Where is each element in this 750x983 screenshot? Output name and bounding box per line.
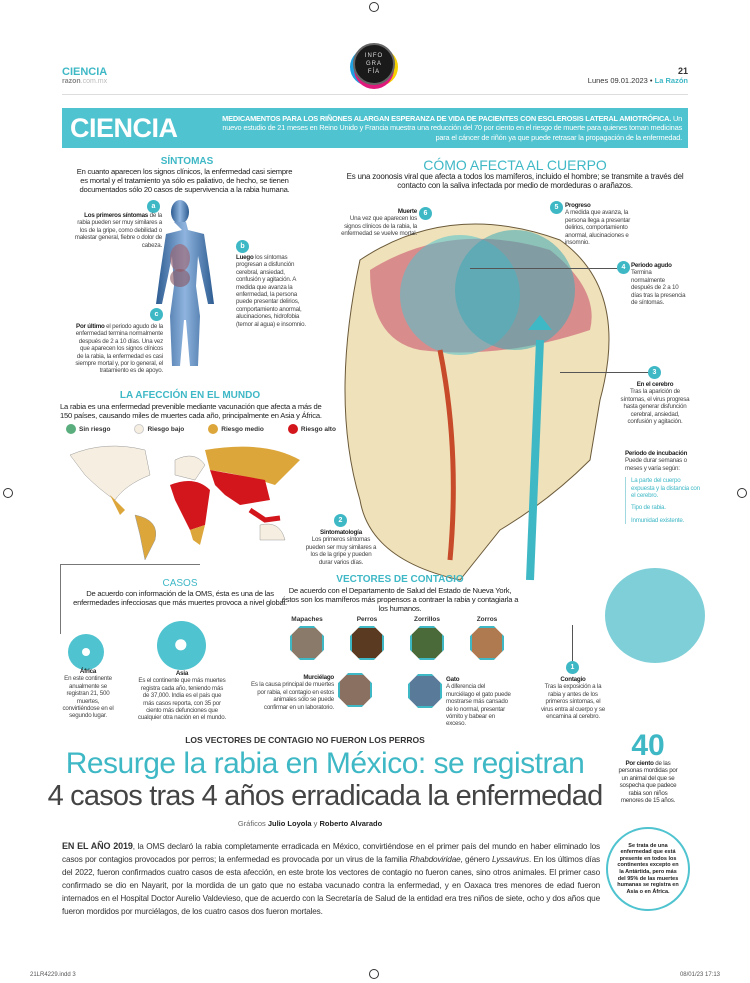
- step-progreso: Progreso A medida que avanza, la persona llega a presentar delirios, comportamiento anormal, alucinaciones e insomnio.: [565, 202, 631, 247]
- legend-item: Riesgo medio: [208, 424, 264, 434]
- step-muerte: Muerte Una vez que aparecen los signos clínicos de la rabia, la enfermedad se vuelve mortal.: [341, 208, 417, 238]
- marker-1: 1: [566, 661, 579, 674]
- murcielago-photo: [338, 673, 372, 707]
- animal-zorros: Zorros: [462, 616, 512, 663]
- stat-value: 40: [631, 729, 665, 762]
- sintomas-title: SÍNTOMAS: [160, 156, 214, 167]
- brand: La Razón: [654, 76, 688, 85]
- mundo-lead: La rabia es una enfermedad prevenible mediante vacunación que afecta a más de 150 países, causando miles de muertes cada año, principalmente en Asia y África.: [60, 402, 322, 420]
- page-info: [588, 66, 688, 85]
- marker-a: a: [147, 200, 160, 213]
- step-contagio: Contagio Tras la exposición a la rabia y antes de los primeros síntomas, el virus entra al cuerpo y se encamina al cerebro.: [541, 676, 605, 721]
- wound-detail-circle: [605, 568, 705, 663]
- step-en-el-cerebro: En el cerebro Tras la aparición de síntomas, el virus progresa hasta generar disfunción cerebral, ansiedad, confusión y agitación.: [620, 381, 690, 426]
- casos-title: CASOS: [162, 578, 198, 589]
- section-label: [62, 66, 107, 85]
- footer-timestamp: 08/01/23 17:13: [679, 972, 720, 978]
- vectores-lead: De acuerdo con el Departamento de Salud del Estado de Nueva York, éstos son los mamíferos más propensos a contraer la rabia y contagiarla a los humanos.: [281, 586, 519, 613]
- banner-label: CIENCIA: [70, 112, 178, 143]
- infografia-badge: [353, 43, 395, 85]
- stat-block: 40 Por ciento de las personas mordidas por un animal del que se sospecha que padece rabia son niños menores de 15 años.: [618, 729, 678, 805]
- mapache-photo: [290, 626, 324, 660]
- casos-lead: De acuerdo con información de la OMS, ésta es una de las enfermedades infecciosas que más muertes provoca a nivel global.: [73, 589, 287, 607]
- headline-line2: 4 casos tras 4 años erradicada la enfermedad: [47, 780, 603, 812]
- callout-circle: [606, 827, 690, 911]
- legend-swatch: [66, 424, 76, 434]
- marker-3: 3: [648, 366, 661, 379]
- murcielago-info: Murciélago Es la causa principal de muertes por rabia, el contagio en estos animales sólo se puede confirmar en un laboratorio.: [250, 674, 334, 711]
- registration-mark-icon: [3, 488, 13, 498]
- badge-line: GRA: [365, 61, 382, 67]
- legend-swatch: [288, 424, 298, 434]
- section-name: CIENCIA: [62, 66, 108, 78]
- animal-list: [282, 616, 512, 663]
- registration-mark-icon: [369, 969, 379, 979]
- header-rule: [62, 94, 688, 95]
- banner-text: Un nuevo estudio de 21 meses en Reino Unido y Francia muestra una reducción del 70 por ciento en el riesgo de muerte para quienes toman medicinas para el cáncer de riñón ya que puede retrasar la propagación de la enfermedad.: [222, 113, 682, 142]
- banner-headline: MEDICAMENTOS PARA LOS RIÑONES ALARGAN ESPERANZA DE VIDA DE PACIENTES CON ESCLEROSIS LATERAL AMIOTRÓFICA.: [222, 113, 672, 123]
- step-sintomatologia: Sintomatología Los primeros síntomas pueden ser muy similares a los de la gripe y pueden durar varios días.: [305, 529, 377, 566]
- registration-mark-icon: [369, 2, 379, 12]
- article-body: EN EL AÑO 2019, la OMS declaró la rabia completamente erradicada en México, convirtiéndose en el primer país del mundo en haber eliminado los casos por contagios provocados por perros; la enfermedad es provocada por un virus de la familia Rhabdoviridae, género Lyssavirus. En los últimos días del 2022, fueron confirmados cuatro casos de esta afección, en este brote los vectores de contagio no fueron canes, sino otros animales. El primer caso confirmado se dio en Nayarit, por la mordida de un gato que no estaba vacunado contra la enfermedad, y en Oaxaca tres menores de edad fueron internados en el Hospital Doctor Aurelio Valdevieso, que de acuerdo con la Secretaría de Salud de la entidad era tres niños de siete, ocho y dos años que fueron mordidos por murciélagos, de los cuatro casos dos fueron mortales.: [62, 841, 600, 916]
- gato-info: Gato A diferencia del murciélago el gato puede mostrarse más cansado de lo normal, presentar vómito y babear en exceso.: [446, 676, 511, 728]
- section-banner: [62, 108, 688, 148]
- cuerpo-lead: Es una zoonosis viral que afecta a todos los mamíferos, incluido el hombre; se transmite a través del contacto con la saliva infectada por medio de mordeduras o arañazos.: [346, 172, 684, 190]
- sintoma-a: Los primeros síntomas de la rabia pueden ser muy similares a los de la gripe, como debilidad o malestar general, fiebre o dolor de cabeza.: [74, 212, 162, 249]
- marker-5: 5: [550, 201, 563, 214]
- callout-text: Se trata de una enfermedad que está presente en todos los continentes excepto en la Antártida, pero más del 95% de las muertes humanas se registra en Asia o en África.: [617, 842, 679, 895]
- legend-swatch: [208, 424, 218, 434]
- page-number: 21: [677, 66, 688, 76]
- marker-2: 2: [334, 514, 347, 527]
- asia-bubble: [157, 621, 206, 670]
- sintoma-b: Luego los síntomas progresan a disfunción cerebral, ansiedad, confusión y agitación. A medida que avanza la enfermedad, la persona puede presentar delirios, comportamiento anormal, alucinaciones, hidrofobia (temor al agua) e insomnio.: [236, 254, 306, 328]
- marker-6: 6: [419, 207, 432, 220]
- gato-photo: [408, 674, 442, 708]
- marker-b: b: [236, 240, 249, 253]
- zorro-photo: [470, 626, 504, 660]
- animal-mapaches: Mapaches: [282, 616, 332, 663]
- factor: La parte del cuerpo expuesta y la distancia con el cerebro.: [631, 477, 700, 500]
- map-legend: [66, 424, 336, 434]
- registration-mark-icon: [737, 488, 747, 498]
- banner-news[interactable]: [212, 114, 688, 143]
- factor: Inmunidad existente.: [631, 516, 685, 524]
- headline-line1: Resurge la rabia en México: se registran: [65, 747, 585, 780]
- cuerpo-title: CÓMO AFECTA AL CUERPO: [423, 157, 607, 173]
- vectores-title: VECTORES DE CONTAGIO: [336, 574, 464, 585]
- legend-item: Sin riesgo: [66, 424, 110, 434]
- sintomas-lead: En cuanto aparecen los signos clínicos, la enfermedad casi siempre es mortal y el tratamiento ya sólo es paliativo, de hecho, se tienen documentados sólo 20 casos de supervivencia a la rabia humana.: [76, 167, 293, 194]
- animal-perros: Perros: [342, 616, 392, 663]
- zorrillo-photo: [410, 626, 444, 660]
- perro-photo: [350, 626, 384, 660]
- africa-bubble: [68, 634, 104, 670]
- credits: Gráficos Julio Loyola y Roberto Alvarado: [237, 819, 383, 828]
- incubacion: Periodo de incubación Puede durar semanas o meses y varía según: La parte del cuerpo expuesta y la distancia con el cerebro. Tipo de rabia. Inmunidad existente.: [625, 450, 700, 524]
- article-kicker: LOS VECTORES DE CONTAGIO NO FUERON LOS PERROS: [185, 735, 425, 745]
- africa-info: África En este continente anualmente se registran 21, 500 muertes, convirtiéndose en el segundo lugar.: [62, 668, 114, 720]
- legend-item: Riesgo alto: [288, 424, 336, 434]
- issue-date: Lunes 09.01.2023 •: [587, 76, 653, 85]
- world-risk-map: [65, 440, 305, 560]
- badge-line: FÍA: [367, 69, 381, 75]
- asia-info: Asia Es el continente que más muertes registra cada año, teniendo más de 37,000. India es el país que más casos reporta, con 35 por ciento más defunciones que cualquier otra nación en el mundo.: [137, 670, 227, 722]
- badge-line: INFO: [364, 53, 384, 59]
- site-name: razon: [62, 78, 81, 85]
- site-domain: .com.mx: [80, 78, 108, 85]
- footer-file: 21LR4229.indd 3: [30, 972, 76, 978]
- sintoma-c: Por último el periodo agudo de la enfermedad termina normalmente después de 2 a 10 días. Una vez que aparecen los signos clínicos de la rabia, la enfermedad es casi siempre mortal y, por lo general, el tratamiento es de apoyo.: [75, 323, 163, 375]
- marker-4: 4: [617, 261, 630, 274]
- legend-swatch: [134, 424, 144, 434]
- mundo-title: LA AFECCIÓN EN EL MUNDO: [119, 390, 261, 401]
- animal-zorrillos: Zorrillos: [402, 616, 452, 663]
- legend-item: Riesgo bajo: [134, 424, 184, 434]
- step-periodo-agudo: Periodo agudo Termina normalmente después de 2 a 10 días tras la presencia de síntomas.: [631, 262, 686, 307]
- marker-c: c: [150, 308, 163, 321]
- factor: Tipo de rabia.: [631, 504, 666, 512]
